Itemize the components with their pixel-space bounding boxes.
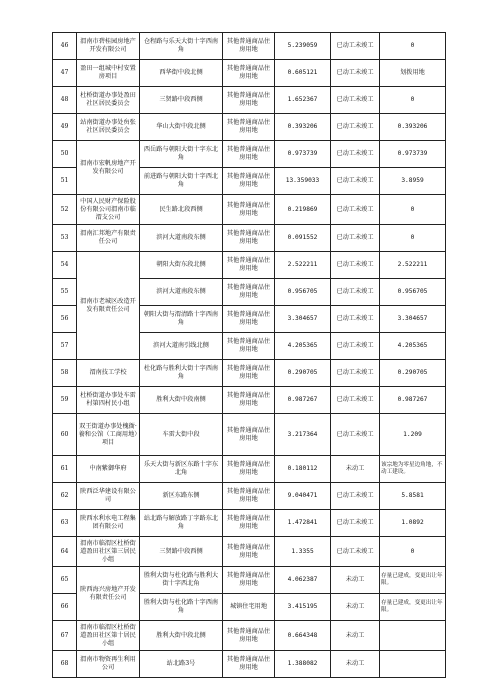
land-location: 华山大街中段北侧 bbox=[140, 114, 223, 141]
land-use: 其他普通商品住房用地 bbox=[223, 456, 275, 483]
land-user: 渭南市临渭区杜桥街道盈田社区第三居民小组 bbox=[77, 537, 140, 567]
construction-status: 未动工 bbox=[331, 456, 380, 483]
table-row bbox=[53, 252, 446, 279]
table-row bbox=[53, 483, 446, 510]
land-location: 站北路3号 bbox=[140, 651, 223, 678]
land-use: 其他普通商品住房用地 bbox=[223, 141, 275, 168]
land-user: 杜桥街道办事处车雷村第四村民小组 bbox=[77, 387, 140, 414]
land-location: 胜利大街与杜化路与胜利大街十字西北角 bbox=[140, 567, 223, 594]
land-user: 渭南市临渭区杜桥街道盈田社区第十居民小组 bbox=[77, 621, 140, 651]
land-use: 城镇住宅用地 bbox=[223, 594, 275, 621]
land-area: 0.219869 bbox=[275, 195, 331, 225]
table-row bbox=[53, 621, 446, 651]
land-location: 前进路与朝阳大街十字西北角 bbox=[140, 168, 223, 195]
remaining-area: 3.8959 bbox=[380, 168, 446, 195]
table-row bbox=[53, 456, 446, 483]
land-user: 渭南市老城区改造开发有限责任公司 bbox=[77, 252, 140, 360]
land-location: 滨河大道南段东侧 bbox=[140, 279, 223, 306]
row-number: 48 bbox=[53, 87, 77, 114]
row-number: 65 bbox=[53, 567, 77, 594]
land-area: 1.3355 bbox=[275, 537, 331, 567]
construction-status: 已动工未竣工 bbox=[331, 33, 380, 60]
land-user: 渭南市物资再生利用公司 bbox=[77, 651, 140, 678]
land-user: 盈田一组城中村安置房项目 bbox=[77, 60, 140, 87]
land-location: 胜利大街中段南侧 bbox=[140, 387, 223, 414]
land-area: 1.472841 bbox=[275, 510, 331, 537]
land-use: 其他普通商品住房用地 bbox=[223, 387, 275, 414]
land-area: 9.040471 bbox=[275, 483, 331, 510]
row-number: 64 bbox=[53, 537, 77, 567]
remaining-area: 0.987267 bbox=[380, 387, 446, 414]
table-row bbox=[53, 60, 446, 87]
land-location: 滨河大道南引线北侧 bbox=[140, 333, 223, 360]
construction-status: 未动工 bbox=[331, 567, 380, 594]
construction-status: 已动工未竣工 bbox=[331, 537, 380, 567]
land-area: 1.652367 bbox=[275, 87, 331, 114]
land-user: 中国人民财产保险股份有限公司渭南市临渭支公司 bbox=[77, 195, 140, 225]
land-use: 其他普通商品住房用地 bbox=[223, 60, 275, 87]
land-location: 车雷大街中段 bbox=[140, 414, 223, 456]
remaining-area: 0 bbox=[380, 537, 446, 567]
table-row bbox=[53, 195, 446, 225]
remaining-area: 1.209 bbox=[380, 414, 446, 456]
land-area: 4.205365 bbox=[275, 333, 331, 360]
remaining-area: 0.290705 bbox=[380, 360, 446, 387]
land-area: 3.415195 bbox=[275, 594, 331, 621]
remaining-area bbox=[380, 621, 446, 651]
land-area: 0.956705 bbox=[275, 279, 331, 306]
construction-status: 已动工未竣工 bbox=[331, 306, 380, 333]
row-number: 67 bbox=[53, 621, 77, 651]
construction-status: 已动工未竣工 bbox=[331, 252, 380, 279]
land-area: 0.605121 bbox=[275, 60, 331, 87]
land-user: 渭南市宏帆房地产开发有限公司 bbox=[77, 141, 140, 195]
land-use: 其他普通商品住房用地 bbox=[223, 333, 275, 360]
land-area: 3.217364 bbox=[275, 414, 331, 456]
table-row bbox=[53, 510, 446, 537]
land-use: 其他普通商品住房用地 bbox=[223, 225, 275, 252]
land-user: 杜桥街道办事处盈田社区居民委员会 bbox=[77, 87, 140, 114]
construction-status: 已动工未竣工 bbox=[331, 333, 380, 360]
land-location: 胜利大街与杜化路十字西南角 bbox=[140, 594, 223, 621]
construction-status: 已动工未竣工 bbox=[331, 414, 380, 456]
row-number: 55 bbox=[53, 279, 77, 306]
row-number: 66 bbox=[53, 594, 77, 621]
land-use: 其他普通商品住房用地 bbox=[223, 195, 275, 225]
table-row bbox=[53, 387, 446, 414]
row-number: 46 bbox=[53, 33, 77, 60]
construction-status: 已动工未竣工 bbox=[331, 360, 380, 387]
land-user: 渭南技工学校 bbox=[77, 360, 140, 387]
land-use: 其他普通商品住房用地 bbox=[223, 168, 275, 195]
land-location: 新区东路东侧 bbox=[140, 483, 223, 510]
row-number: 62 bbox=[53, 483, 77, 510]
row-number: 57 bbox=[53, 333, 77, 360]
construction-status: 已动工未竣工 bbox=[331, 225, 380, 252]
table-row bbox=[53, 651, 446, 678]
construction-status: 已动工未竣工 bbox=[331, 387, 380, 414]
land-area: 5.239059 bbox=[275, 33, 331, 60]
row-number: 49 bbox=[53, 114, 77, 141]
land-use: 其他普通商品住房用地 bbox=[223, 87, 275, 114]
land-area: 0.973739 bbox=[275, 141, 331, 168]
row-number: 68 bbox=[53, 651, 77, 678]
land-user: 陕西海兴房地产开发有限责任公司 bbox=[77, 567, 140, 621]
land-area: 1.388082 bbox=[275, 651, 331, 678]
land-use: 其他普通商品住房用地 bbox=[223, 33, 275, 60]
land-user: 渭南市碧桂园房地产开发有限公司 bbox=[77, 33, 140, 60]
table-row bbox=[53, 114, 446, 141]
land-area: 0.393206 bbox=[275, 114, 331, 141]
land-location: 滨河大道南段东侧 bbox=[140, 225, 223, 252]
row-number: 53 bbox=[53, 225, 77, 252]
land-user: 渭南汇邦地产有限责任公司 bbox=[77, 225, 140, 252]
land-use: 其他普通商品住房用地 bbox=[223, 510, 275, 537]
land-area: 0.987267 bbox=[275, 387, 331, 414]
row-number: 50 bbox=[53, 141, 77, 168]
remaining-area: 5.8581 bbox=[380, 483, 446, 510]
land-area: 13.359033 bbox=[275, 168, 331, 195]
remark: 存量已建成，变更出让年限。 bbox=[380, 594, 446, 621]
land-location: 站北路与解放路丁字路东北角 bbox=[140, 510, 223, 537]
construction-status: 未动工 bbox=[331, 651, 380, 678]
land-location: 西华街中段北侧 bbox=[140, 60, 223, 87]
land-user: 陕西水利水电工程集团有限公司 bbox=[77, 510, 140, 537]
remaining-area: 4.205365 bbox=[380, 333, 446, 360]
land-supply-table bbox=[52, 32, 446, 678]
remaining-area: 0.956705 bbox=[380, 279, 446, 306]
land-area: 0.290705 bbox=[275, 360, 331, 387]
row-number: 61 bbox=[53, 456, 77, 483]
row-number: 47 bbox=[53, 60, 77, 87]
row-number: 59 bbox=[53, 387, 77, 414]
construction-status: 未动工 bbox=[331, 594, 380, 621]
land-location: 朝阳大街东段北侧 bbox=[140, 252, 223, 279]
land-user: 陕西泛华建设有限公司 bbox=[77, 483, 140, 510]
land-location: 杜化路与胜利大街十字西南角 bbox=[140, 360, 223, 387]
construction-status: 已动工未竣工 bbox=[331, 279, 380, 306]
land-area: 0.091552 bbox=[275, 225, 331, 252]
table-row bbox=[53, 33, 446, 60]
table-row bbox=[53, 537, 446, 567]
land-use: 其他普通商品住房用地 bbox=[223, 306, 275, 333]
row-number: 58 bbox=[53, 360, 77, 387]
remaining-area: 0 bbox=[380, 33, 446, 60]
land-use: 其他普通商品住房用地 bbox=[223, 621, 275, 651]
construction-status: 已动工未竣工 bbox=[331, 510, 380, 537]
land-use: 其他普通商品住房用地 bbox=[223, 537, 275, 567]
land-use: 其他普通商品住房用地 bbox=[223, 279, 275, 306]
land-area: 3.304657 bbox=[275, 306, 331, 333]
construction-status: 已动工未竣工 bbox=[331, 114, 380, 141]
land-area: 4.062387 bbox=[275, 567, 331, 594]
remaining-area: 0.973739 bbox=[380, 141, 446, 168]
land-user: 中南紫御华府 bbox=[77, 456, 140, 483]
remaining-area: 2.522211 bbox=[380, 252, 446, 279]
land-use: 其他普通商品住房用地 bbox=[223, 252, 275, 279]
row-number: 60 bbox=[53, 414, 77, 456]
row-number: 63 bbox=[53, 510, 77, 537]
construction-status: 已动工未竣工 bbox=[331, 60, 380, 87]
land-use: 其他普通商品住房用地 bbox=[223, 414, 275, 456]
land-location: 仓程路与乐天大街十字西南角 bbox=[140, 33, 223, 60]
land-use: 其他普通商品住房用地 bbox=[223, 360, 275, 387]
remark: 存量已建成，变更出让年限。 bbox=[380, 567, 446, 594]
remaining-area: 0 bbox=[380, 225, 446, 252]
remaining-area: 0 bbox=[380, 195, 446, 225]
land-location: 朝阳大街与渭清路十字西南角 bbox=[140, 306, 223, 333]
table-row bbox=[53, 225, 446, 252]
row-number: 52 bbox=[53, 195, 77, 225]
construction-status: 已动工未竣工 bbox=[331, 141, 380, 168]
table-row bbox=[53, 360, 446, 387]
land-user: 双王街道办事处槐衙·養和公馆（工商用地）项目 bbox=[77, 414, 140, 456]
remaining-area: 划拨用地 bbox=[380, 60, 446, 87]
land-location: 三贤路中段西侧 bbox=[140, 87, 223, 114]
land-use: 其他普通商品住房用地 bbox=[223, 651, 275, 678]
land-location: 民生路北段西侧 bbox=[140, 195, 223, 225]
row-number: 56 bbox=[53, 306, 77, 333]
land-location: 西岳路与朝阳大街十字东北角 bbox=[140, 141, 223, 168]
land-area: 2.522211 bbox=[275, 252, 331, 279]
table-row bbox=[53, 414, 446, 456]
remaining-area bbox=[380, 651, 446, 678]
land-area: 0.664348 bbox=[275, 621, 331, 651]
land-location: 三贤路中段西侧 bbox=[140, 537, 223, 567]
row-number: 51 bbox=[53, 168, 77, 195]
remark: 该宗地为零星边角地，不动工建设。 bbox=[380, 456, 446, 483]
construction-status: 已动工未竣工 bbox=[331, 195, 380, 225]
construction-status: 未动工 bbox=[331, 621, 380, 651]
land-user: 站南街道办事处贠张社区居民委员会 bbox=[77, 114, 140, 141]
land-location: 乐天大街与新区东路十字东北角 bbox=[140, 456, 223, 483]
land-use: 其他普通商品住房用地 bbox=[223, 114, 275, 141]
land-use: 其他普通商品住房用地 bbox=[223, 483, 275, 510]
table-row bbox=[53, 141, 446, 168]
row-number: 54 bbox=[53, 252, 77, 279]
construction-status: 已动工未竣工 bbox=[331, 168, 380, 195]
remaining-area: 3.304657 bbox=[380, 306, 446, 333]
table-row bbox=[53, 567, 446, 594]
remaining-area: 0.393206 bbox=[380, 114, 446, 141]
land-area: 0.180112 bbox=[275, 456, 331, 483]
remaining-area: 0 bbox=[380, 87, 446, 114]
land-use: 其他普通商品住房用地 bbox=[223, 567, 275, 594]
table-row bbox=[53, 87, 446, 114]
remaining-area: 1.0892 bbox=[380, 510, 446, 537]
land-location: 胜利大街中段北侧 bbox=[140, 621, 223, 651]
construction-status: 已动工未竣工 bbox=[331, 87, 380, 114]
construction-status: 已动工未竣工 bbox=[331, 483, 380, 510]
